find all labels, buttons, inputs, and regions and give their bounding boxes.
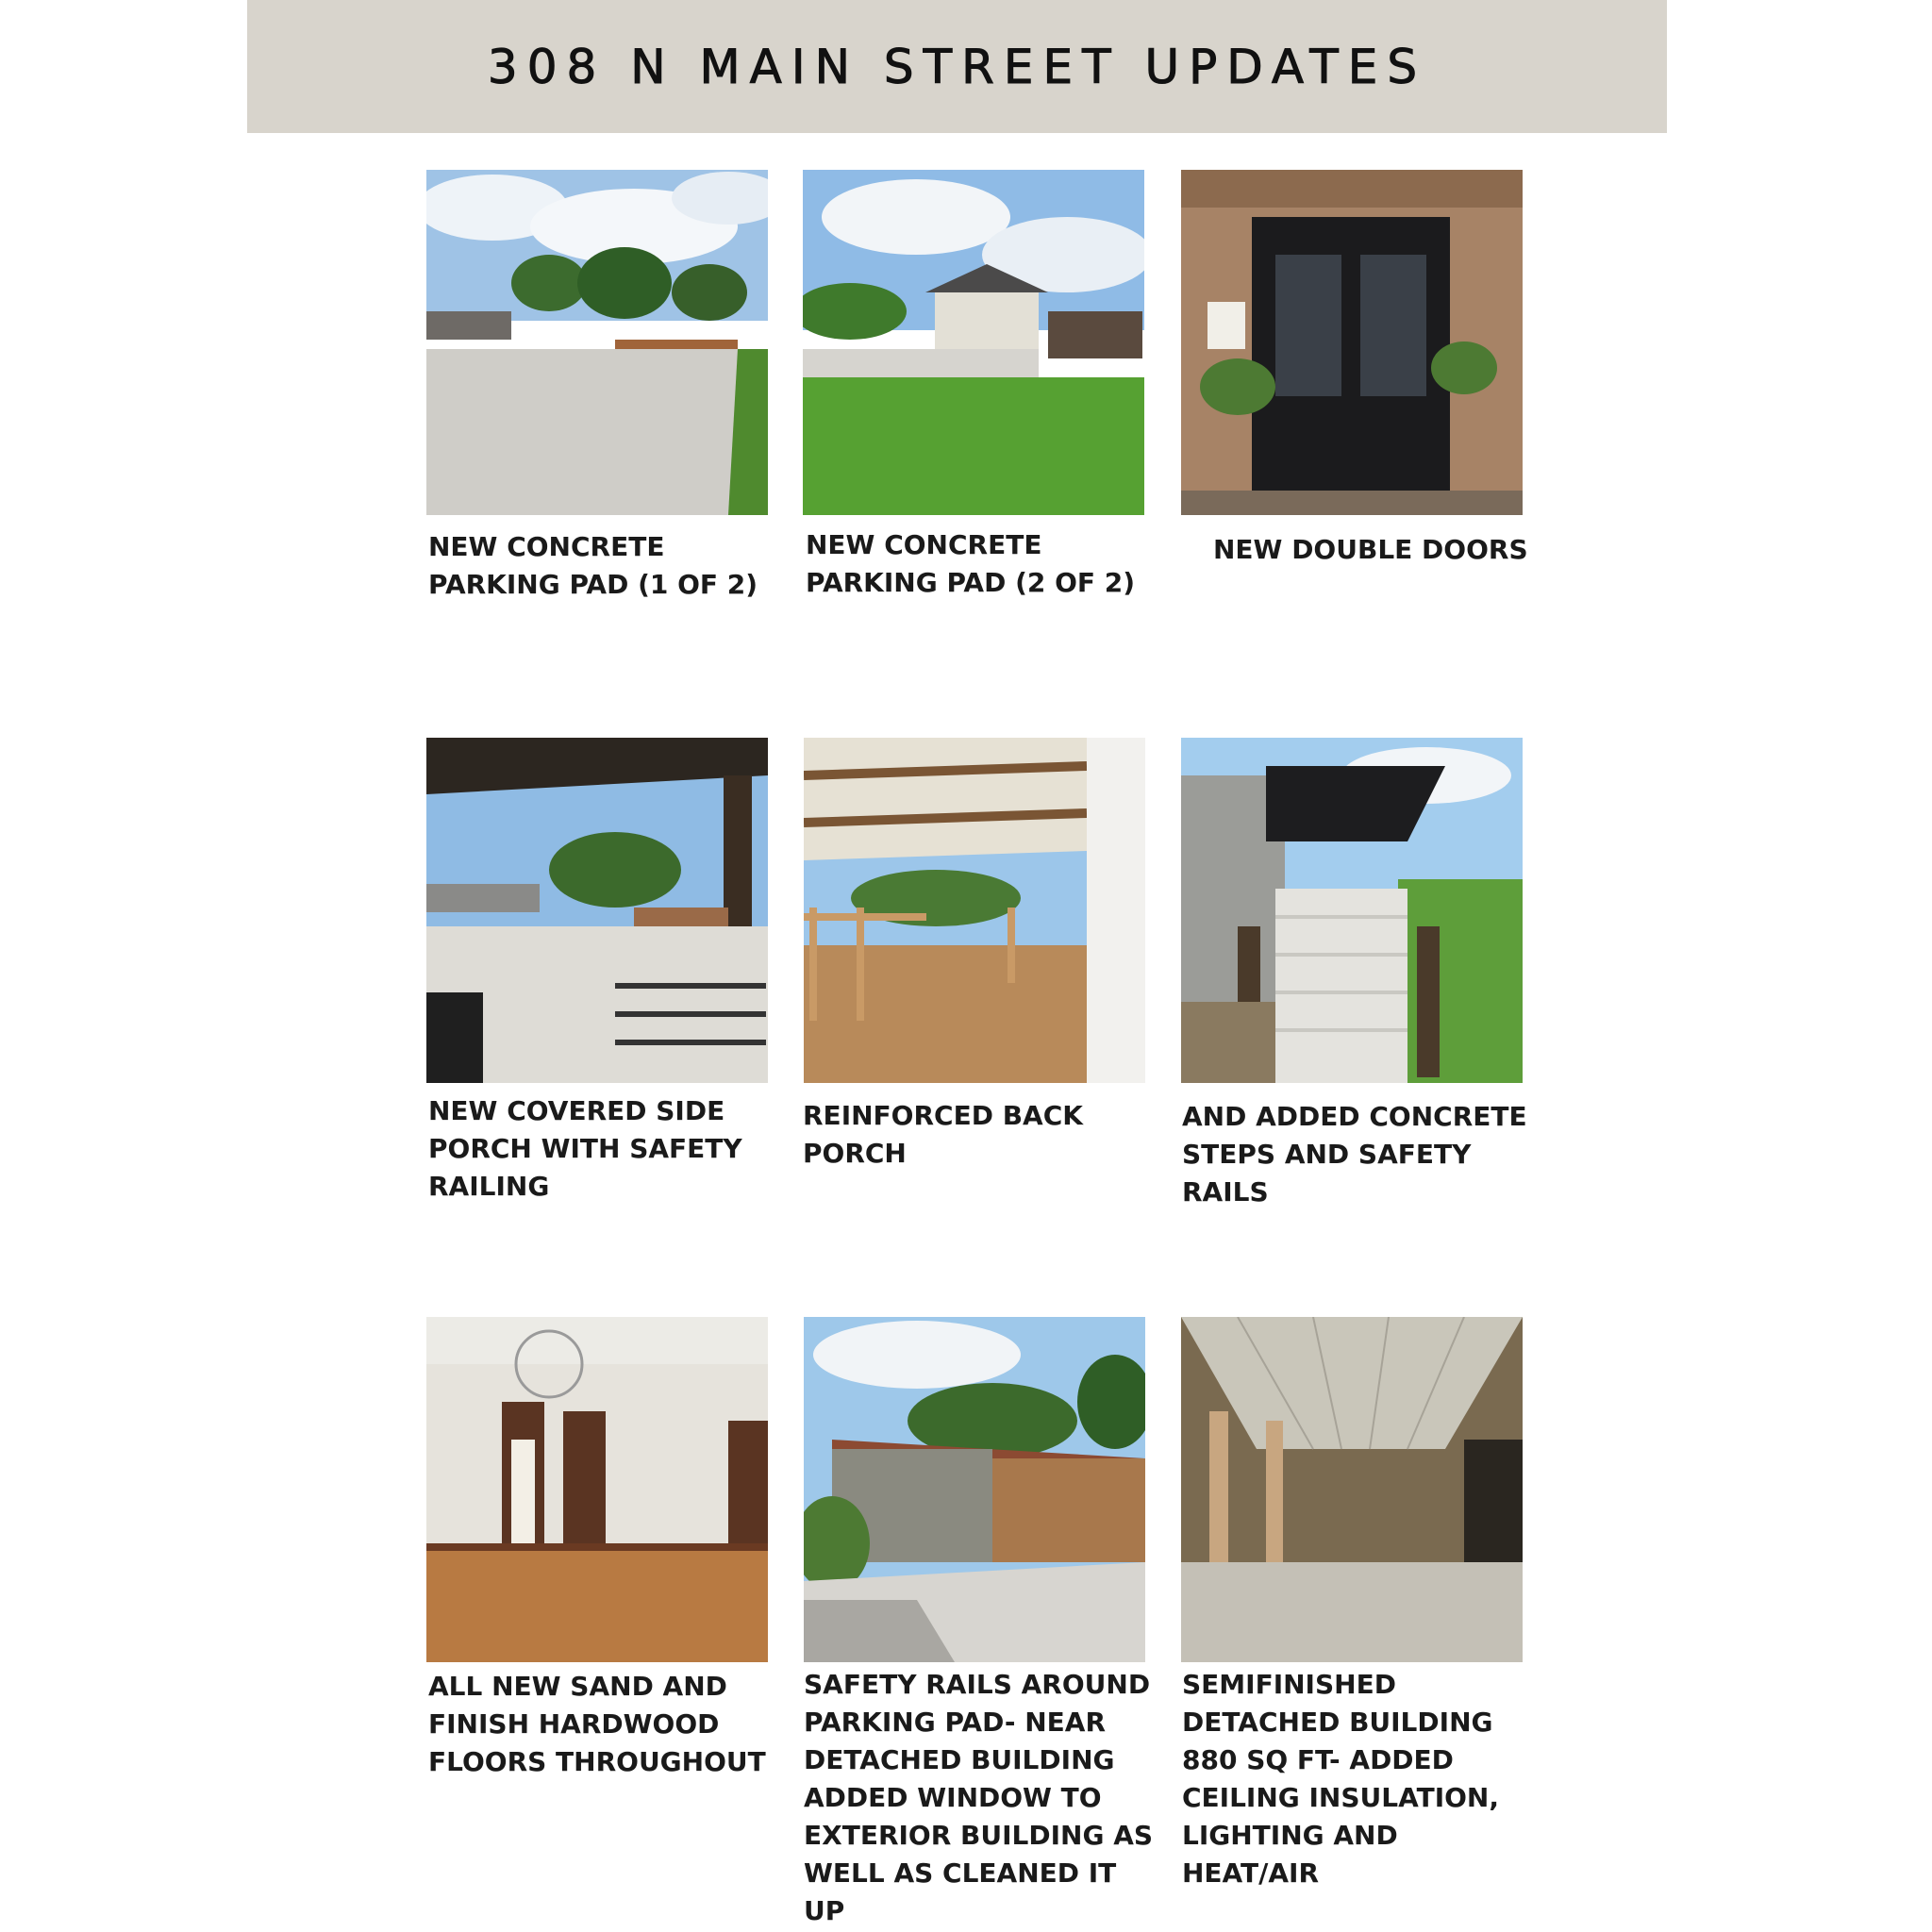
caption-6: AND ADDED CONCRETE STEPS AND SAFETY RAILS (1182, 1101, 1527, 1208)
caption-1: NEW CONCRETE PARKING PAD (1 OF 2) (428, 531, 758, 600)
back-porch-photo (804, 738, 1145, 1083)
concrete-parking-pad-photo (426, 170, 768, 515)
parking-pad-house-photo (803, 170, 1144, 515)
caption-4: NEW COVERED SIDE PORCH WITH SAFETY RAILING (428, 1095, 742, 1202)
caption-2: NEW CONCRETE PARKING PAD (2 OF 2) (806, 529, 1136, 598)
side-porch-photo (426, 738, 768, 1083)
caption-5: REINFORCED BACK PORCH (803, 1100, 1083, 1169)
detached-building-exterior-photo (804, 1317, 1145, 1662)
hardwood-floors-photo (426, 1317, 768, 1662)
caption-8: SAFETY RAILS AROUND PARKING PAD- NEAR DETACHED BUILDING ADDED WINDOW TO EXTERIOR BUILDING AS WELL AS CLEANED IT UP (804, 1669, 1154, 1926)
page-title: 308 N MAIN STREET UPDATES (487, 39, 1427, 94)
header-banner (247, 0, 1667, 133)
caption-9: SEMIFINISHED DETACHED BUILDING 880 SQ FT- ADDED CEILING INSULATION, LIGHTING AND HEAT/AIR (1182, 1669, 1499, 1889)
caption-3: NEW DOUBLE DOORS (1213, 534, 1528, 565)
detached-building-interior-photo (1181, 1317, 1523, 1662)
double-doors-photo (1181, 170, 1523, 515)
caption-7: ALL NEW SAND AND FINISH HARDWOOD FLOORS THROUGHOUT (428, 1671, 766, 1777)
concrete-steps-photo (1181, 738, 1523, 1083)
